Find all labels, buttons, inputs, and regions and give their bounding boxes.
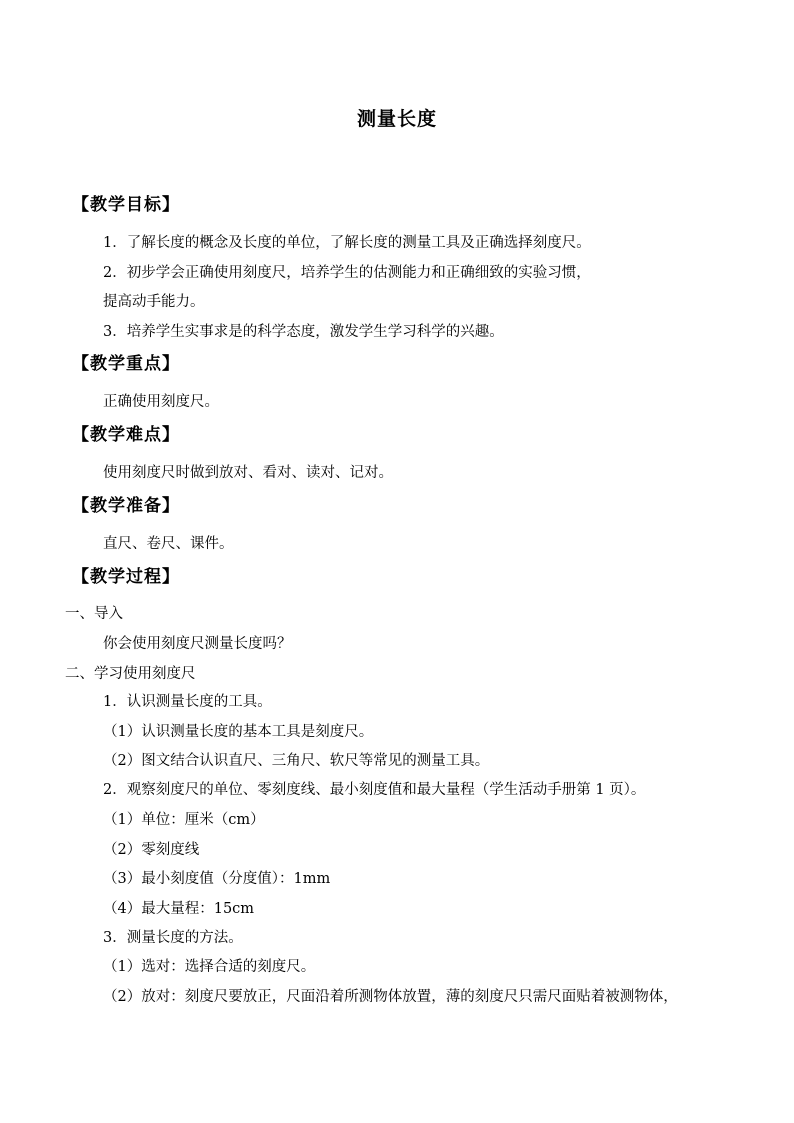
process-line: 一、导入	[65, 606, 123, 622]
section-heading-difficulties: 【教学难点】	[72, 425, 180, 445]
section-heading-goals: 【教学目标】	[72, 195, 180, 215]
section-heading-key-points: 【教学重点】	[72, 354, 180, 374]
section-heading-preparation: 【教学准备】	[72, 496, 180, 516]
process-line: （4）最大量程：15cm	[103, 901, 255, 917]
goal-item-2-continued: 提高动手能力。	[103, 294, 205, 310]
section-heading-process: 【教学过程】	[72, 567, 180, 587]
difficulties-text: 使用刻度尺时做到放对、看对、读对、记对。	[103, 465, 393, 481]
process-line: （3）最小刻度值（分度值）：1mm	[103, 871, 331, 887]
process-line: （1）单位：厘米（cm）	[103, 812, 265, 828]
process-line: 二、学习使用刻度尺	[65, 666, 196, 682]
process-line: 2．观察刻度尺的单位、零刻度线、最小刻度值和最大量程（学生活动手册第 1 页）。	[103, 782, 646, 798]
document-title: 测量长度	[356, 108, 437, 130]
key-points-text: 正确使用刻度尺。	[103, 394, 219, 410]
goal-item-2: 2．初步学会正确使用刻度尺，培养学生的估测能力和正确细致的实验习惯，	[103, 265, 591, 281]
process-line: 你会使用刻度尺测量长度吗？	[103, 636, 292, 652]
process-line: （1）认识测量长度的基本工具是刻度尺。	[103, 724, 374, 740]
goal-item-3: 3．培养学生实事求是的科学态度，激发学生学习科学的兴趣。	[103, 324, 504, 340]
process-line: （2）图文结合认识直尺、三角尺、软尺等常见的测量工具。	[103, 753, 490, 769]
goal-item-1: 1．了解长度的概念及长度的单位，了解长度的测量工具及正确选择刻度尺。	[103, 235, 591, 251]
process-line: （2）零刻度线	[103, 842, 200, 858]
process-line: （2）放对：刻度尺要放正，尺面沿着所测物体放置，薄的刻度尺只需尺面贴着被测物体，	[103, 989, 678, 1005]
preparation-text: 直尺、卷尺、课件。	[103, 536, 234, 552]
process-line: （1）选对：选择合适的刻度尺。	[103, 959, 316, 975]
process-line: 1．认识测量长度的工具。	[103, 694, 272, 710]
process-line: 3．测量长度的方法。	[103, 930, 243, 946]
